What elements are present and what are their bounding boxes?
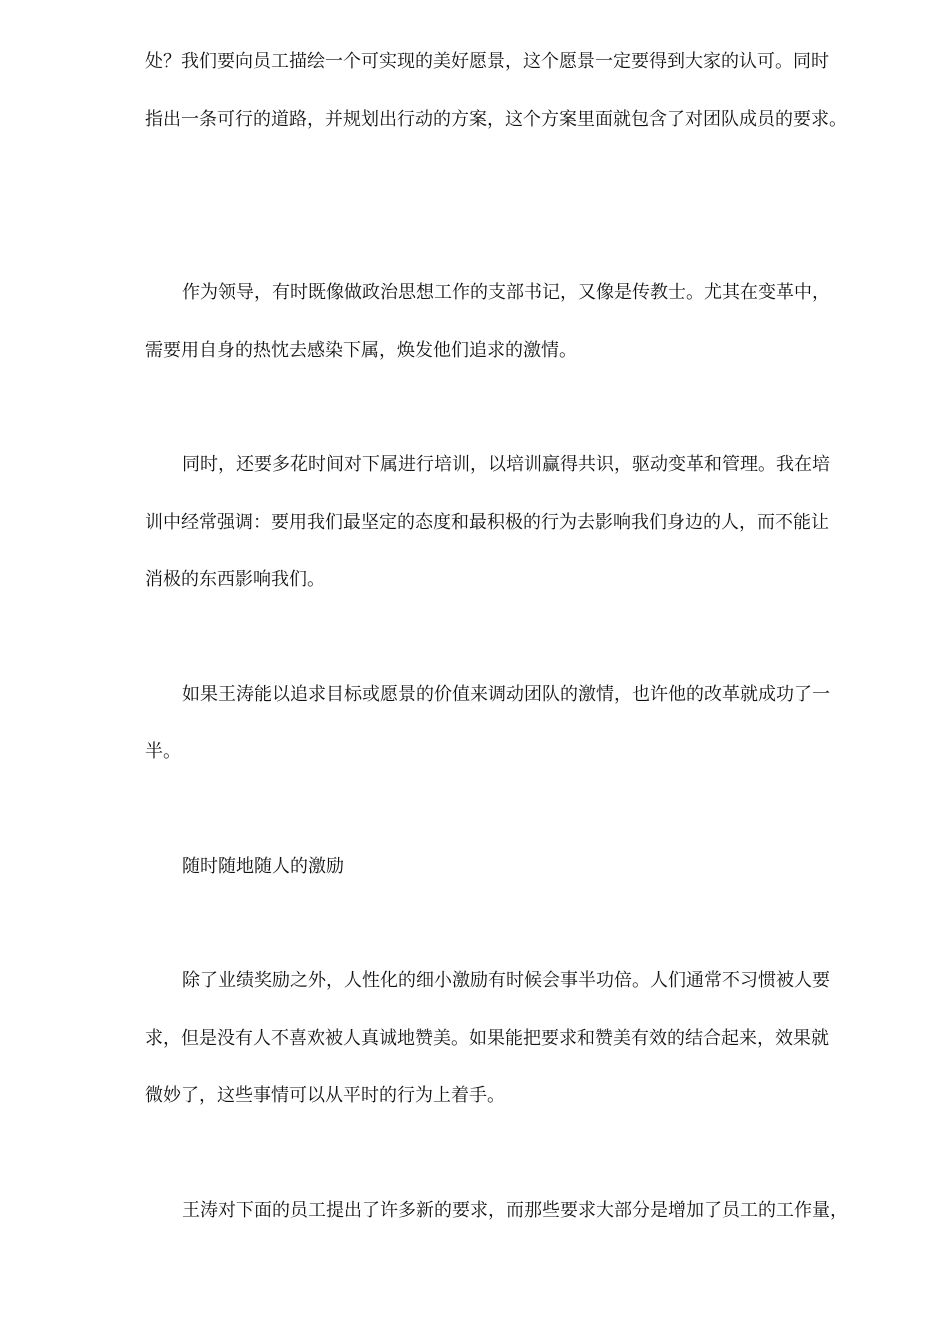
paragraph-line: 半。 xyxy=(145,741,181,762)
paragraph-line: 如果王涛能以追求目标或愿景的价值来调动团队的激情，也许他的改革就成功了一 xyxy=(182,684,830,705)
paragraph-line: 同时，还要多花时间对下属进行培训，以培训赢得共识，驱动变革和管理。我在培 xyxy=(182,454,830,475)
section-heading: 随时随地随人的激励 xyxy=(182,856,344,877)
paragraph-line: 王涛对下面的员工提出了许多新的要求，而那些要求大部分是增加了员工的工作量， xyxy=(182,1200,848,1221)
paragraph-line: 指出一条可行的道路，并规划出行动的方案，这个方案里面就包含了对团队成员的要求。 xyxy=(145,109,847,130)
paragraph-line: 除了业绩奖励之外，人性化的细小激励有时候会事半功倍。人们通常不习惯被人要 xyxy=(182,970,830,991)
paragraph-line: 微妙了，这些事情可以从平时的行为上着手。 xyxy=(145,1085,505,1106)
paragraph-line: 处？我们要向员工描绘一个可实现的美好愿景，这个愿景一定要得到大家的认可。同时 xyxy=(145,51,829,72)
paragraph-line: 求，但是没有人不喜欢被人真诚地赞美。如果能把要求和赞美有效的结合起来，效果就 xyxy=(145,1028,829,1049)
paragraph-line: 消极的东西影响我们。 xyxy=(145,569,325,590)
paragraph-line: 作为领导，有时既像做政治思想工作的支部书记，又像是传教士。尤其在变革中， xyxy=(182,282,830,303)
paragraph-line: 需要用自身的热忱去感染下属，焕发他们追求的激情。 xyxy=(145,340,577,361)
paragraph-line: 训中经常强调：要用我们最坚定的态度和最积极的行为去影响我们身边的人，而不能让 xyxy=(145,512,829,533)
